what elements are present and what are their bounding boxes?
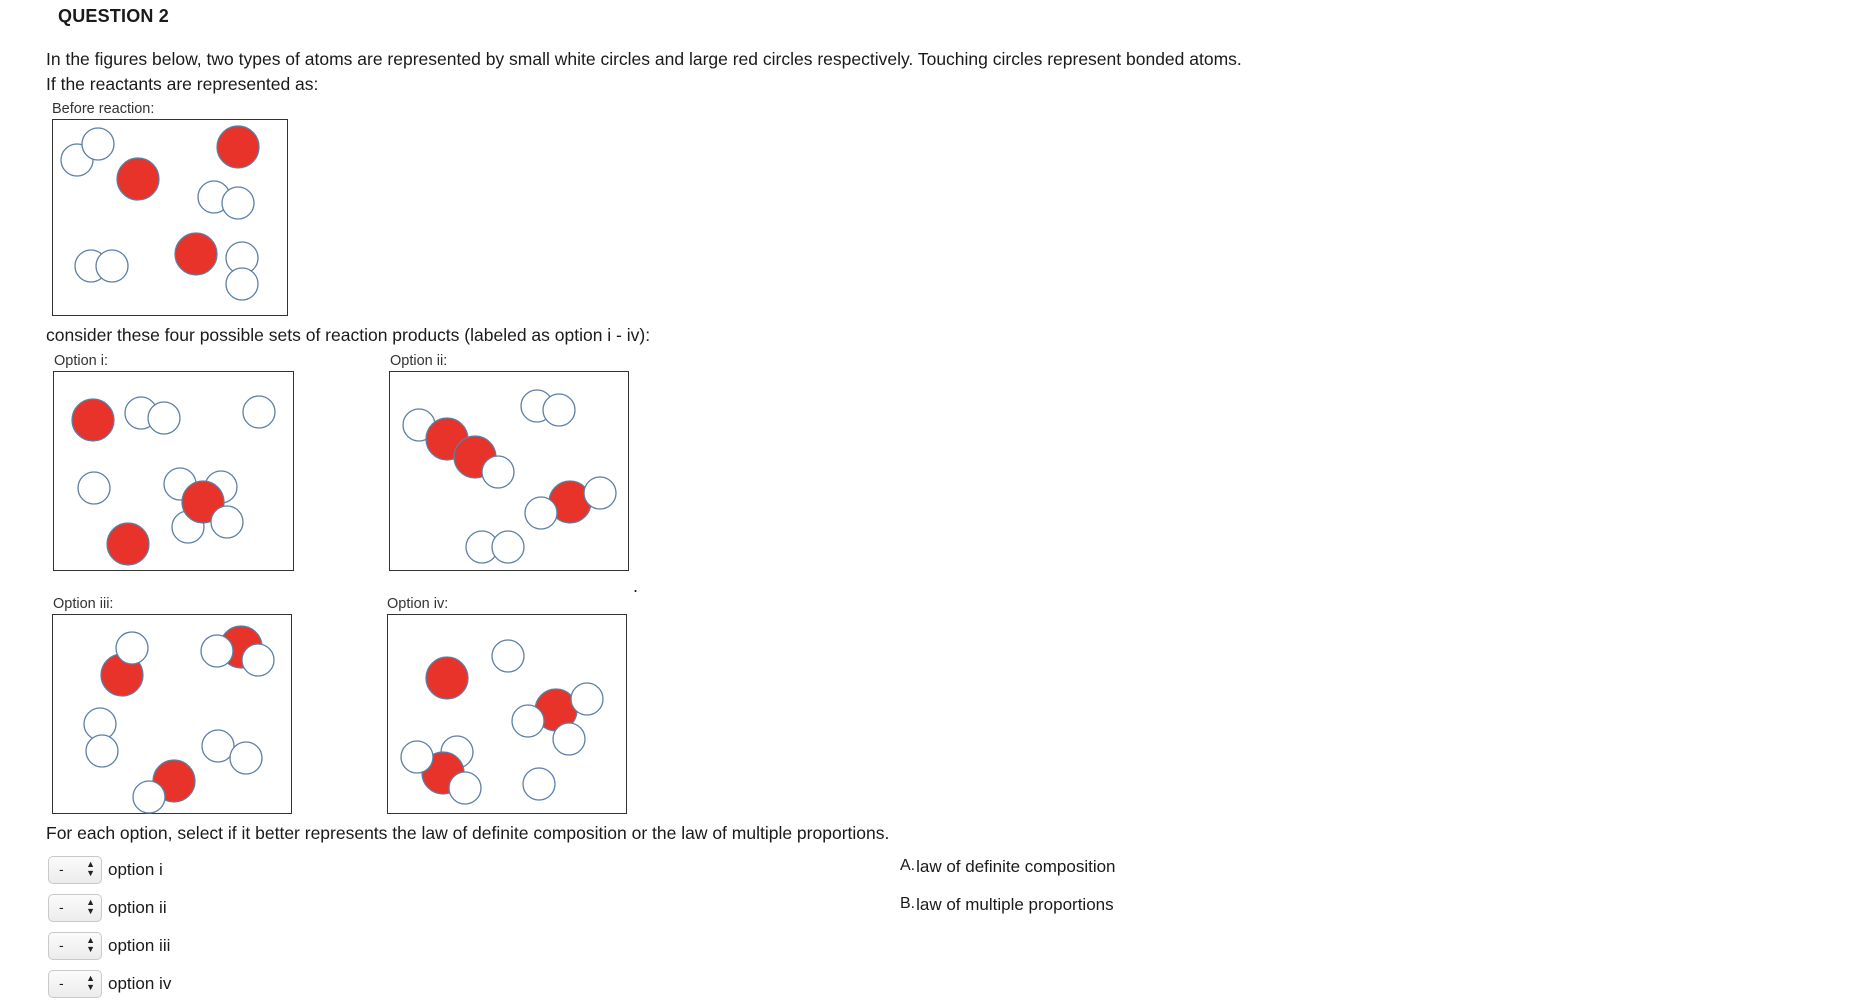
option-iii-atoms xyxy=(53,615,293,815)
select-value: - xyxy=(59,899,64,915)
option-ii-label: option ii xyxy=(108,898,167,917)
white-atom xyxy=(133,781,165,813)
white-atom xyxy=(512,705,544,737)
answer-a-letter: A. xyxy=(900,857,916,874)
select-arrows-icon: ▲ ▼ xyxy=(86,935,95,954)
option-iv-atoms xyxy=(388,615,628,815)
select-arrows-icon: ▲ ▼ xyxy=(86,859,95,878)
answer-b-text: law of multiple proportions xyxy=(916,895,1114,914)
white-atom xyxy=(222,187,254,219)
option-i-atoms xyxy=(54,372,295,572)
red-atom xyxy=(107,523,149,565)
intro-text-line2: If the reactants are represented as: xyxy=(46,74,319,94)
before-reaction-figure xyxy=(52,119,288,316)
select-value: - xyxy=(59,861,64,877)
question-title: QUESTION 2 xyxy=(58,6,170,26)
red-atom xyxy=(72,399,114,441)
white-atom xyxy=(482,456,514,488)
white-atom xyxy=(148,402,180,434)
white-atom xyxy=(211,506,243,538)
answer-b xyxy=(900,895,1114,915)
red-atom xyxy=(117,158,159,200)
white-atom xyxy=(525,497,557,529)
white-atom xyxy=(82,128,114,160)
white-atom xyxy=(553,723,585,755)
option-iii-select[interactable] xyxy=(48,932,102,960)
white-atom xyxy=(202,730,234,762)
option-iii-caption: Option iii: xyxy=(53,596,114,612)
select-value: - xyxy=(59,937,64,953)
option-ii-caption: Option ii: xyxy=(390,353,448,369)
option-i-figure xyxy=(53,371,294,571)
select-arrows-icon: ▲ ▼ xyxy=(86,973,95,992)
option-iv-label: option iv xyxy=(108,974,172,993)
white-atom xyxy=(492,640,524,672)
consider-text: consider these four possible sets of reaction products (labeled as option i - iv): xyxy=(46,325,651,345)
white-atom xyxy=(242,644,274,676)
red-atom xyxy=(175,233,217,275)
red-atom xyxy=(426,657,468,699)
option-iii-label: option iii xyxy=(108,936,171,955)
white-atom xyxy=(523,768,555,800)
white-atom xyxy=(96,250,128,282)
option-ii-atoms xyxy=(390,372,630,572)
before-reaction-atoms xyxy=(53,120,289,317)
option-iv-select[interactable] xyxy=(48,970,102,998)
white-atom xyxy=(226,268,258,300)
white-atom xyxy=(571,683,603,715)
option-ii-select[interactable] xyxy=(48,894,102,922)
before-reaction-caption: Before reaction: xyxy=(52,101,155,117)
white-atom xyxy=(201,635,233,667)
white-atom xyxy=(243,396,275,428)
white-atom xyxy=(116,632,148,664)
answer-b-letter: B. xyxy=(900,895,916,912)
white-atom xyxy=(584,477,616,509)
white-atom xyxy=(230,742,262,774)
intro-text-line1: In the figures below, two types of atoms are represented by small white circles and large red circles respectively. Touching circles represent bonded atoms. xyxy=(46,49,1242,69)
white-atom xyxy=(449,772,481,804)
stray-dot: . xyxy=(633,576,639,596)
white-atom xyxy=(78,472,110,504)
select-arrows-icon: ▲ ▼ xyxy=(86,897,95,916)
white-atom xyxy=(492,531,524,563)
option-iv-figure xyxy=(387,614,627,814)
white-atom xyxy=(401,741,433,773)
option-iv-caption: Option iv: xyxy=(387,596,449,612)
option-i-caption: Option i: xyxy=(54,353,108,369)
option-i-select[interactable] xyxy=(48,856,102,884)
instruction-text: For each option, select if it better represents the law of definite composition or the law of multiple proportions. xyxy=(46,823,890,843)
white-atom xyxy=(86,735,118,767)
select-value: - xyxy=(59,975,64,991)
red-atom xyxy=(217,126,259,168)
answer-a xyxy=(900,857,1116,877)
option-ii-figure xyxy=(389,371,629,571)
option-i-label: option i xyxy=(108,860,163,879)
option-iii-figure xyxy=(52,614,292,814)
answer-a-text: law of definite composition xyxy=(916,857,1116,876)
white-atom xyxy=(543,394,575,426)
